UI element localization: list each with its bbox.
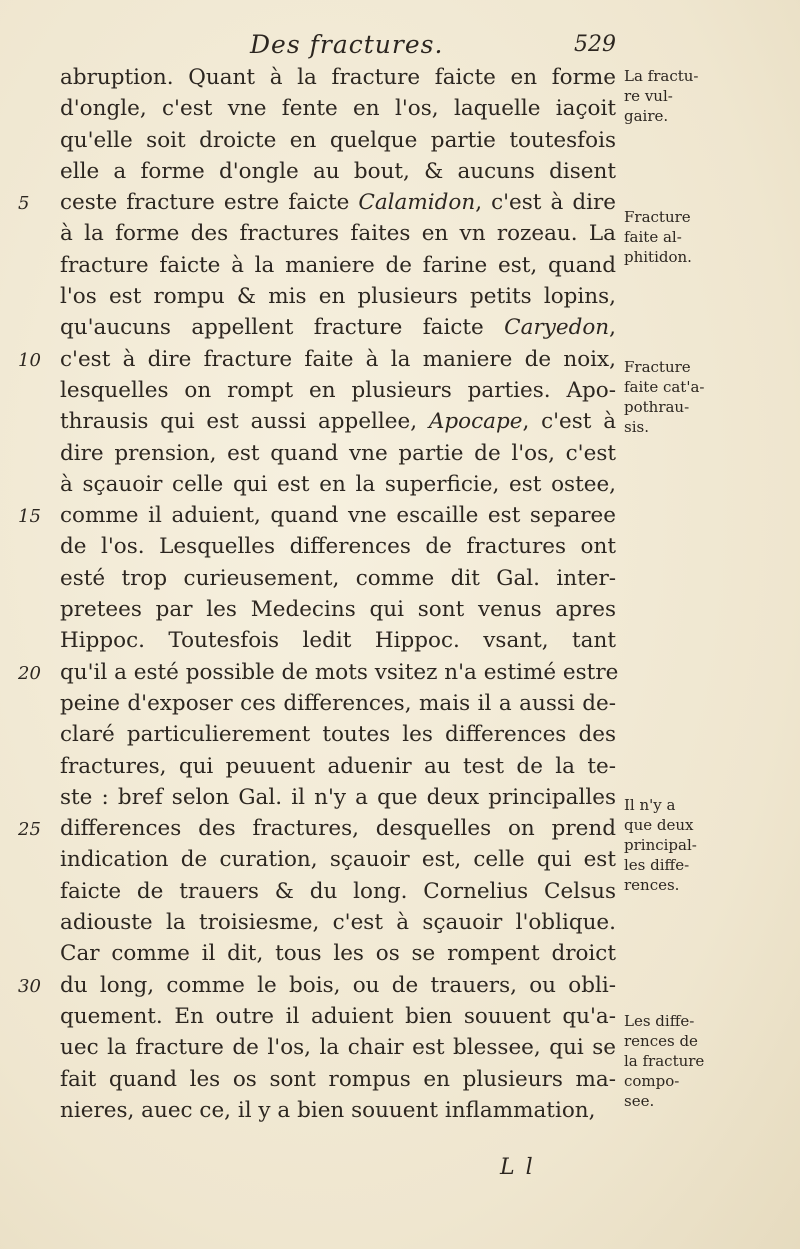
text-run: ceste fracture estre faicte: [60, 190, 359, 216]
text-run: , c'est à: [522, 409, 617, 435]
margin-note: [624, 1011, 734, 1111]
text-line: [60, 375, 616, 406]
text-line: [60, 250, 616, 281]
text-run: abruption. Quant à la fracture faicte en forme: [60, 65, 616, 90]
text-run: , c'est à dire: [475, 190, 616, 216]
margin-note-line: Les diffe-: [624, 1012, 695, 1031]
margin-note-line: principal-: [624, 836, 697, 855]
running-head-title: Des fractures.: [250, 30, 444, 59]
text-line: [60, 907, 616, 938]
margin-note-line: faite cat'a-: [624, 378, 705, 397]
text-run: thrausis qui est aussi appellee,: [60, 409, 429, 435]
margin-note-line: phitidon.: [624, 247, 692, 266]
italic-term: Caryedon: [504, 315, 610, 341]
margin-note-line: que deux: [624, 816, 694, 835]
text-run: fait quand les os sont rompus en plusieurs ma-: [60, 1066, 616, 1092]
text-run: pretees par les Medecins qui sont venus apres: [60, 597, 616, 623]
text-run: dire prension, est quand vne partie de l'os, c'est: [60, 440, 616, 466]
text-line: [60, 594, 616, 625]
text-line: [60, 1001, 616, 1032]
margin-note-line: see.: [624, 1092, 655, 1111]
text-run: indication de curation, sçauoir est, celle qui est: [60, 847, 616, 873]
margin-note-line: la fracture: [624, 1052, 705, 1071]
text-line: [60, 1064, 616, 1095]
text-line: [60, 156, 616, 187]
page-number: 529: [574, 32, 616, 57]
line-number: 25: [18, 819, 41, 841]
text-run: faicte de trauers & du long. Cornelius Celsus: [60, 878, 616, 904]
text-line: [60, 406, 616, 437]
text-run: qu'aucuns appellent fracture faicte: [60, 315, 505, 341]
text-run: Hippoc. Toutesfois ledit Hippoc. vsant, tant: [60, 628, 616, 654]
margin-note-line: Fracture: [624, 207, 691, 226]
margin-note: [624, 66, 734, 126]
italic-term: Calamidon: [358, 190, 476, 216]
text-line: [60, 469, 616, 500]
text-line: [60, 625, 616, 656]
text-run: comme il aduient, quand vne escaille est separee: [60, 503, 616, 529]
text-run: uec la fracture de l'os, la chair est blessee, qui se: [60, 1035, 616, 1061]
margin-note: [624, 795, 734, 895]
text-line: [60, 187, 616, 218]
text-line: [60, 782, 616, 813]
margin-note-line: gaire.: [624, 107, 669, 125]
text-line: [60, 1032, 616, 1063]
text-run: Car comme il dit, tous les os se rompent droict: [60, 941, 616, 967]
text-line: [60, 970, 616, 1001]
text-line: [60, 312, 616, 343]
text-line: [60, 93, 616, 124]
printer-signature-mark: L l: [500, 1155, 535, 1180]
text-line: [60, 125, 616, 156]
body-text-block: [60, 62, 619, 1126]
text-run: fracture faicte à la maniere de farine est, quand: [60, 252, 616, 278]
margin-note: [624, 207, 734, 267]
text-line: [60, 813, 616, 844]
margin-note-line: re vul-: [624, 87, 673, 105]
text-line: [60, 719, 616, 750]
text-run: d'ongle, c'est vne fente en l'os, laquelle iaçoit: [60, 96, 616, 122]
text-line: [60, 344, 616, 375]
text-line: [60, 1095, 616, 1126]
text-run: fractures, qui peuuent aduenir au test de la te-: [60, 753, 616, 779]
margin-note-line: compo-: [624, 1072, 680, 1091]
text-line: [60, 62, 616, 93]
text-run: ste : bref selon Gal. il n'y a que deux principalles: [60, 784, 616, 810]
text-run: claré particulierement toutes les differences des: [60, 722, 616, 748]
text-run: nieres, auec ce, il y a bien souuent inflammation,: [60, 1097, 596, 1123]
line-number: 10: [18, 349, 41, 371]
margin-note-line: sis.: [624, 418, 649, 437]
margin-note-line: les diffe-: [624, 856, 690, 875]
text-line: [60, 657, 619, 688]
line-number: 15: [18, 506, 41, 528]
text-run: quement. En outre il aduient bien souuent qu'a-: [60, 1003, 616, 1029]
text-run: l'os est rompu & mis en plusieurs petits lopins,: [60, 284, 616, 310]
line-number: 5: [18, 193, 30, 215]
text-line: [60, 751, 616, 782]
margin-note-line: pothrau-: [624, 398, 690, 417]
text-line: [60, 844, 616, 875]
text-run: de l'os. Lesquelles differences de fractures ont: [60, 534, 616, 560]
text-line: [60, 876, 616, 907]
line-number: 20: [18, 662, 41, 684]
text-run: adiouste la troisiesme, c'est à sçauoir l'oblique.: [60, 910, 616, 936]
text-run: peine d'exposer ces differences, mais il a aussi de-: [60, 690, 616, 716]
text-line: [60, 531, 616, 562]
text-run: differences des fractures, desquelles on prend: [60, 816, 616, 842]
line-number: 30: [18, 975, 41, 997]
text-line: [60, 563, 616, 594]
margin-note: [624, 357, 734, 437]
margin-note-line: La fractu-: [624, 67, 699, 85]
text-run: à la forme des fractures faites en vn rozeau. La: [60, 221, 616, 247]
margin-note-line: faite al-: [624, 227, 682, 246]
text-line: [60, 938, 616, 969]
text-run: lesquelles on rompt en plusieurs parties. Apo-: [60, 377, 616, 403]
text-run: esté trop curieusement, comme dit Gal. inter-: [60, 565, 616, 591]
text-run: c'est à dire fracture faite à la maniere de noix,: [60, 346, 616, 372]
text-run: du long, comme le bois, ou de trauers, ou obli-: [60, 972, 616, 998]
text-line: [60, 438, 616, 469]
text-run: elle a forme d'ongle au bout, & aucuns disent: [60, 158, 616, 184]
text-run: à sçauoir celle qui est en la superficie, est ostee,: [60, 471, 616, 497]
text-run: qu'elle soit droicte en quelque partie toutesfois: [60, 127, 616, 153]
running-head: [250, 30, 630, 64]
text-line: [60, 688, 616, 719]
italic-term: Apocape: [428, 409, 523, 435]
text-line: [60, 218, 616, 249]
text-line: [60, 281, 616, 312]
text-line: [60, 500, 616, 531]
margin-note-line: rences.: [624, 876, 680, 895]
margin-note-line: rences de: [624, 1032, 698, 1051]
margin-note-line: Fracture: [624, 358, 691, 377]
text-run: qu'il a esté possible de mots vsitez n'a estimé estre: [60, 659, 619, 685]
text-run: ,: [609, 315, 616, 341]
margin-note-line: Il n'y a: [624, 796, 676, 815]
